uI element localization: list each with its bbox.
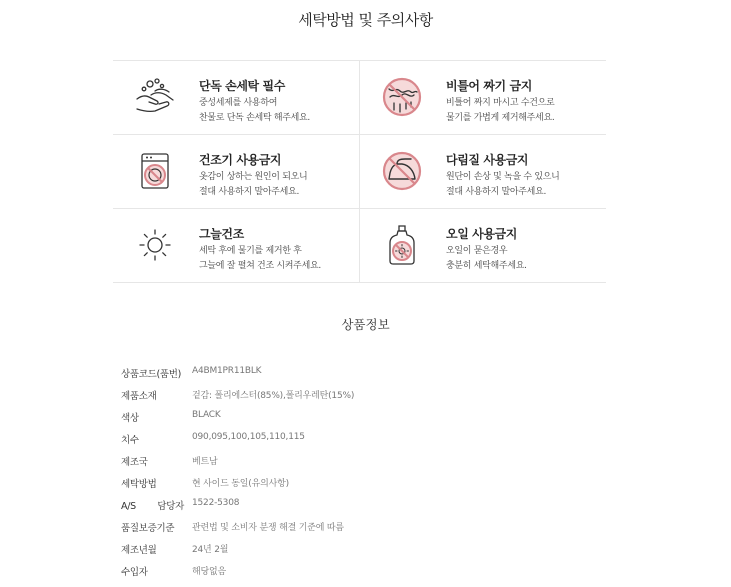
care-item-no-wring [360, 61, 606, 135]
info-label: 제조국 [121, 457, 148, 468]
info-value: 090,095,100,105,110,115 [192, 432, 305, 442]
care-item-desc-line: 절대 사용하지 말아주세요. [199, 187, 300, 197]
no-wring-icon [380, 75, 424, 119]
care-item-title: 오일 사용금지 [446, 227, 517, 241]
info-value: 관련법 및 소비자 분쟁 해결 기준에 따름 [192, 523, 344, 533]
info-value: 해당없음 [192, 567, 226, 577]
care-item-shade-dry [113, 209, 359, 283]
care-item-title: 건조기 사용금지 [199, 153, 282, 167]
care-item-desc-line: 중성세제를 사용하여 [199, 98, 278, 108]
care-item-desc-line: 오일이 묻은경우 [446, 246, 508, 256]
info-label: 제조년월 [121, 545, 157, 556]
care-item-desc-line: 물기를 가볍게 제거해주세요. [446, 113, 555, 123]
care-item-desc [446, 170, 560, 200]
care-item-desc-line: 찬물로 단독 손세탁 해주세요. [199, 113, 310, 123]
care-item-desc-line: 비틀어 짜지 마시고 수건으로 [446, 98, 555, 108]
info-label: 색상 [121, 413, 139, 424]
care-item-desc-line: 옷감이 상하는 원인이 되오니 [199, 172, 308, 182]
info-label: A/S 담당자 [121, 501, 184, 512]
care-item-hand-wash [113, 61, 359, 135]
care-item-no-oil [360, 209, 606, 283]
care-item-desc [199, 170, 307, 200]
care-item-desc [446, 244, 527, 274]
info-label: 제품소재 [121, 391, 157, 402]
care-item-desc-line: 충분히 세탁해주세요. [446, 261, 527, 271]
info-value: 1522-5308 [192, 498, 240, 508]
care-item-no-dryer [113, 135, 359, 209]
care-grid [113, 60, 606, 283]
section-title: 세탁방법 및 주의사항 [298, 11, 433, 29]
info-value: BLACK [192, 410, 221, 420]
info-value: 24년 2월 [192, 545, 229, 555]
care-item-title: 단독 손세탁 필수 [199, 79, 285, 93]
info-value: 현 사이드 동일(유의사항) [192, 479, 289, 489]
info-label: 품질보증기준 [121, 523, 175, 534]
info-value: 베트남 [192, 457, 218, 467]
no-iron-icon [380, 149, 424, 193]
care-item-desc-line: 그늘에 잘 펼쳐 건조 시켜주세요. [199, 261, 321, 271]
care-item-desc-line: 세탁 후에 물기를 제거한 후 [199, 246, 302, 256]
info-label: 수입자 [121, 567, 148, 578]
care-item-desc [199, 244, 321, 274]
care-item-no-iron [360, 135, 606, 209]
shade-dry-icon [133, 223, 177, 267]
care-item-desc-line: 원단이 손상 및 녹을 수 있으니 [446, 172, 560, 182]
care-item-desc [199, 96, 310, 126]
product-info-title: 상품정보 [341, 317, 390, 332]
info-label: 세탁방법 [121, 479, 157, 490]
care-item-desc-line: 절대 사용하지 말아주세요. [446, 187, 547, 197]
info-value: A4BM1PR11BLK [192, 366, 262, 376]
no-dryer-icon [133, 149, 177, 193]
info-label: 치수 [121, 435, 139, 446]
care-item-title: 비틀어 짜기 금지 [446, 79, 532, 93]
hand-wash-icon [133, 75, 177, 119]
no-oil-icon [380, 223, 424, 267]
care-item-title: 다림질 사용금지 [446, 153, 529, 167]
info-value: 겉감: 폴리에스터(85%),폴리우레탄(15%) [192, 391, 355, 401]
care-item-title: 그늘건조 [199, 227, 244, 241]
info-label: 상품코드(품번) [121, 369, 182, 380]
care-item-desc [446, 96, 554, 126]
